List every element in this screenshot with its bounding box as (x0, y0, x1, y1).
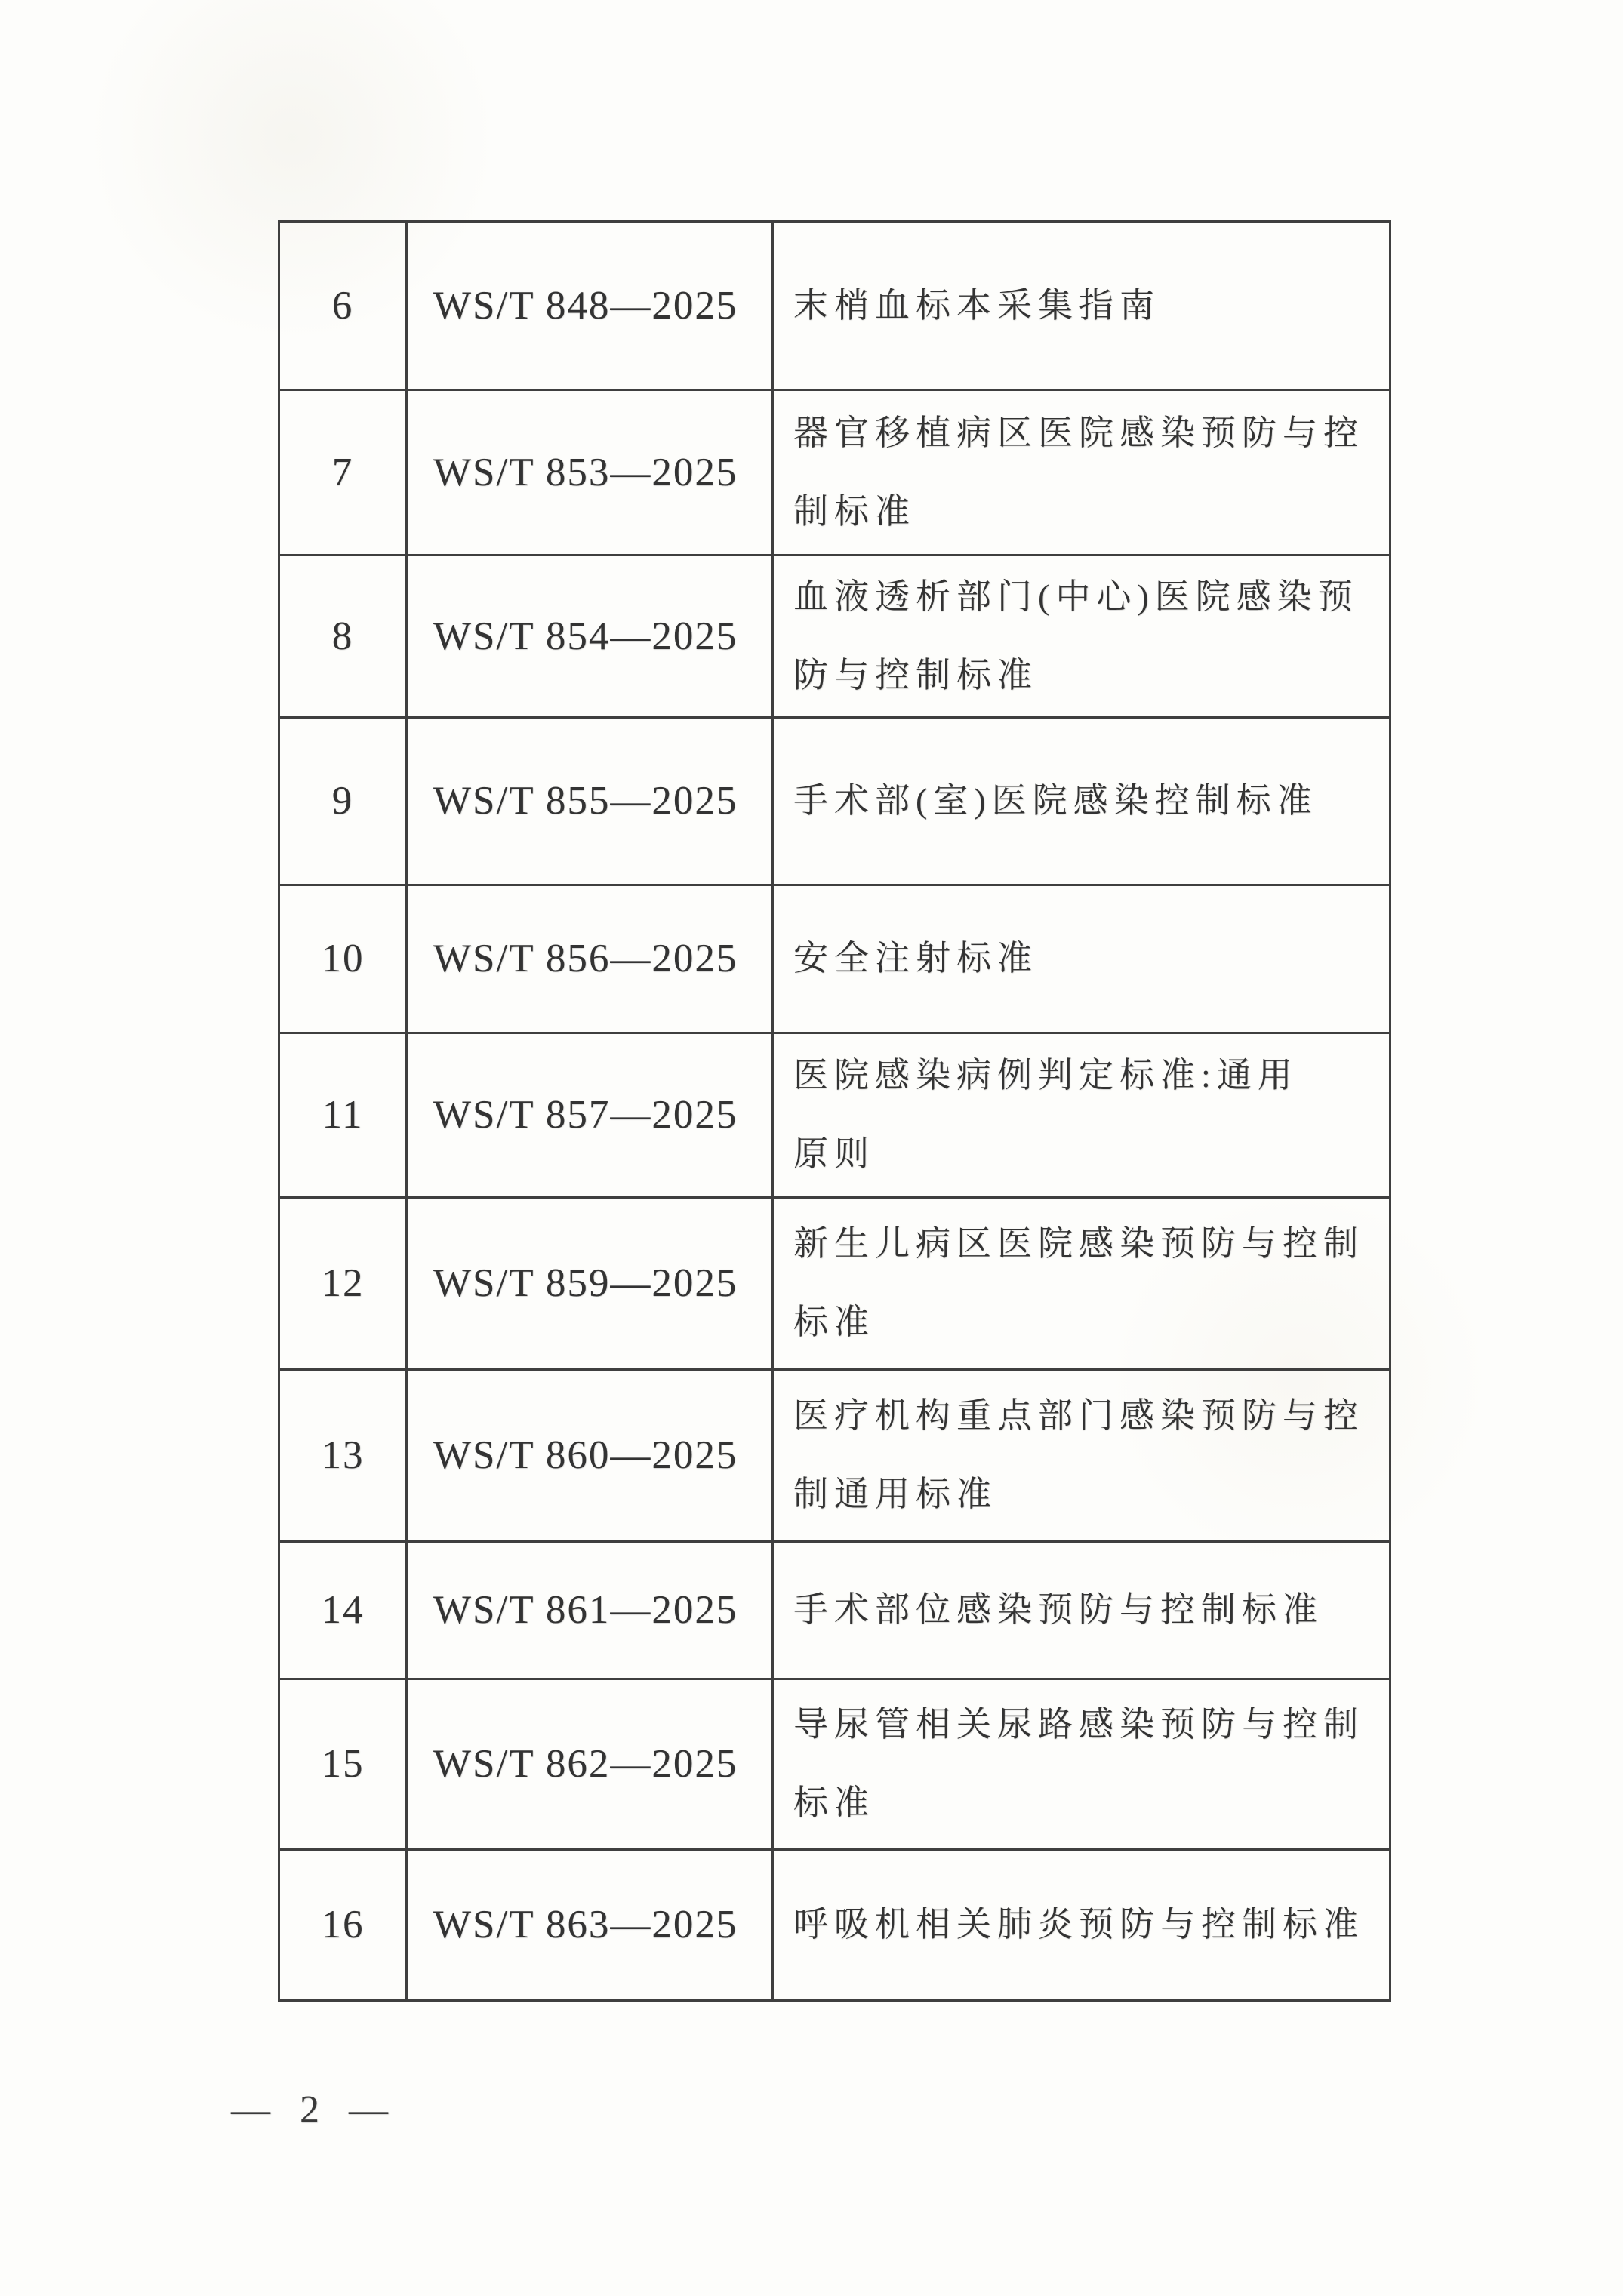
standard-code-cell: WS/T 862—2025 (407, 1679, 773, 1849)
table-row (279, 1033, 1390, 1197)
table-row (279, 389, 1390, 555)
standard-code-cell: WS/T 863—2025 (407, 1849, 773, 2000)
row-index-cell: 7 (279, 389, 407, 555)
page-number: — 2 — (231, 2088, 388, 2131)
standard-title-cell: 新生儿病区医院感染预防与控制 标准 (773, 1197, 1390, 1369)
standard-code-cell: WS/T 854—2025 (407, 555, 773, 717)
standard-title-cell: 呼吸机相关肺炎预防与控制标准 (773, 1849, 1390, 2000)
standard-title-cell: 器官移植病区医院感染预防与控 制标准 (773, 389, 1390, 555)
row-index-cell: 14 (279, 1541, 407, 1679)
standard-title-cell: 医院感染病例判定标准:通用 原则 (773, 1033, 1390, 1197)
standard-title-cell: 手术部位感染预防与控制标准 (773, 1541, 1390, 1679)
standard-title-cell: 导尿管相关尿路感染预防与控制 标准 (773, 1679, 1390, 1849)
row-index-cell: 13 (279, 1369, 407, 1541)
row-index-cell: 11 (279, 1033, 407, 1197)
table-row (279, 222, 1390, 389)
table-row (279, 555, 1390, 717)
row-index-cell: 10 (279, 885, 407, 1033)
standard-code-cell: WS/T 855—2025 (407, 717, 773, 885)
table-row (279, 1541, 1390, 1679)
standard-code-cell: WS/T 853—2025 (407, 389, 773, 555)
row-index-cell: 15 (279, 1679, 407, 1849)
standard-title-cell: 医疗机构重点部门感染预防与控 制通用标准 (773, 1369, 1390, 1541)
table-row (279, 885, 1390, 1033)
standard-title-cell: 血液透析部门(中心)医院感染预 防与控制标准 (773, 555, 1390, 717)
standard-code-cell: WS/T 859—2025 (407, 1197, 773, 1369)
table-row (279, 717, 1390, 885)
standard-title-cell: 安全注射标准 (773, 885, 1390, 1033)
standard-code-cell: WS/T 856—2025 (407, 885, 773, 1033)
standard-code-cell: WS/T 848—2025 (407, 222, 773, 389)
row-index-cell: 9 (279, 717, 407, 885)
table-row (279, 1369, 1390, 1541)
table-row (279, 1849, 1390, 2000)
row-index-cell: 8 (279, 555, 407, 717)
standard-code-cell: WS/T 857—2025 (407, 1033, 773, 1197)
row-index-cell: 12 (279, 1197, 407, 1369)
standard-code-cell: WS/T 861—2025 (407, 1541, 773, 1679)
standard-title-cell: 末梢血标本采集指南 (773, 222, 1390, 389)
standard-title-cell: 手术部(室)医院感染控制标准 (773, 717, 1390, 885)
table-row (279, 1679, 1390, 1849)
standard-code-cell: WS/T 860—2025 (407, 1369, 773, 1541)
row-index-cell: 6 (279, 222, 407, 389)
row-index-cell: 16 (279, 1849, 407, 2000)
table-row (279, 1197, 1390, 1369)
standards-table (278, 220, 1391, 2002)
